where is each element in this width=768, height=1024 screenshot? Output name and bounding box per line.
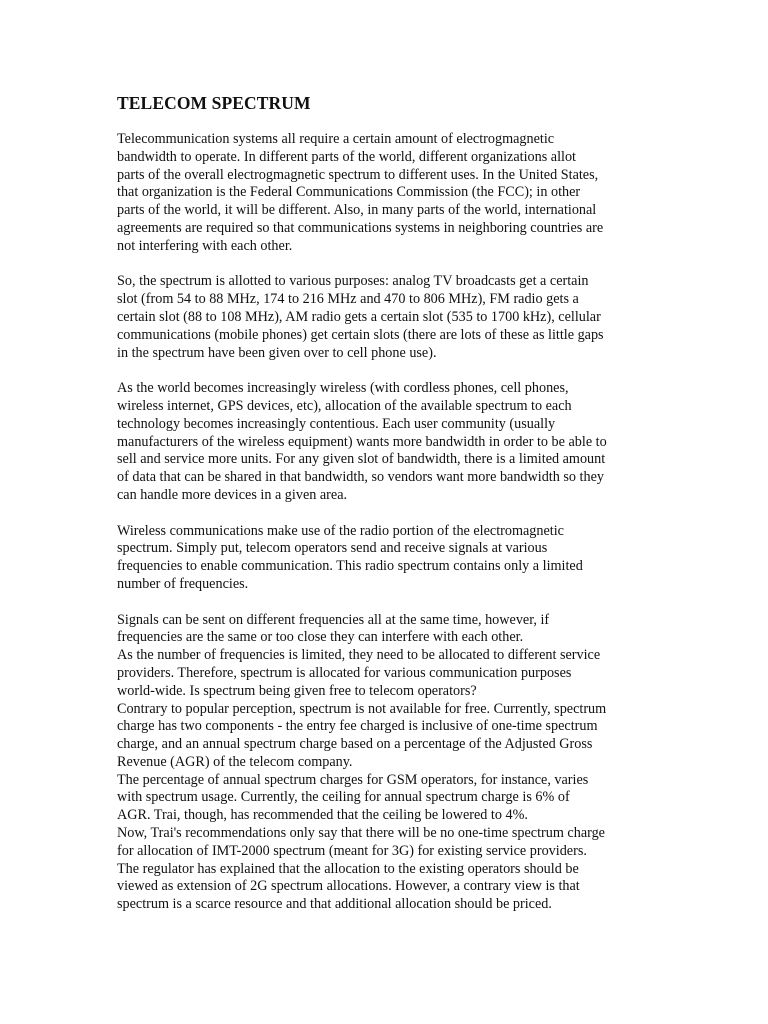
paragraph-5-line-4: providers. Therefore, spectrum is allocated for various communication purposes — [117, 664, 572, 681]
paragraph-2-line-5: in the spectrum have been given over to cell phone use). — [117, 344, 437, 361]
paragraph-2-line-2: slot (from 54 to 88 MHz, 174 to 216 MHz and 470 to 806 MHz), FM radio gets a — [117, 291, 579, 308]
paragraph-4-line-4: number of frequencies. — [117, 575, 249, 592]
document-title: TELECOM SPECTRUM — [117, 93, 311, 113]
paragraph-1-line-1: Telecommunication systems all require a certain amount of electrogmagnetic — [117, 131, 555, 147]
paragraph-1-line-4: that organization is the Federal Communications Commission (the FCC); in other — [117, 184, 581, 201]
paragraph-1 — [117, 131, 655, 256]
paragraph-4-line-1: Wireless communications make use of the radio portion of the electromagnetic — [117, 522, 564, 539]
paragraph-2 — [117, 273, 655, 362]
paragraph-4 — [117, 523, 655, 594]
document-page — [117, 92, 655, 914]
paragraph-5-line-17: spectrum is a scarce resource and that additional allocation should be priced. — [117, 896, 552, 913]
paragraph-3-line-3: technology becomes increasingly contentious. Each user community (usually — [117, 415, 556, 432]
paragraph-3-line-6: of data that can be shared in that bandwidth, so vendors want more bandwidth so they — [117, 469, 604, 486]
paragraph-5-line-12: AGR. Trai, though, has recommended that the ceiling be lowered to 4%. — [117, 807, 528, 824]
paragraph-5-line-3: As the number of frequencies is limited, they need to be allocated to different service — [117, 647, 601, 664]
paragraph-3-line-5: sell and service more units. For any given slot of bandwidth, there is a limited amount — [117, 451, 606, 468]
paragraph-2-line-3: certain slot (88 to 108 MHz), AM radio gets a certain slot (535 to 1700 kHz), cellular — [117, 308, 601, 325]
paragraph-5-line-13: Now, Trai's recommendations only say that there will be no one-time spectrum charge — [117, 825, 605, 842]
paragraph-5-line-9: Revenue (AGR) of the telecom company. — [117, 753, 353, 770]
paragraph-3-line-2: wireless internet, GPS devices, etc), allocation of the available spectrum to each — [117, 397, 572, 414]
paragraph-5-line-16: viewed as extension of 2G spectrum allocations. However, a contrary view is that — [117, 878, 580, 895]
paragraph-3 — [117, 380, 655, 505]
paragraph-5 — [117, 612, 655, 915]
paragraph-1-line-3: parts of the overall electrogmagnetic spectrum to different uses. In the United States, — [117, 166, 599, 183]
paragraph-1-line-2: bandwidth to operate. In different parts of the world, different organizations allot — [117, 148, 576, 165]
paragraph-5-line-14: for allocation of IMT-2000 spectrum (meant for 3G) for existing service providers. — [117, 842, 587, 859]
paragraph-5-line-7: charge has two components - the entry fee charged is inclusive of one-time spectrum — [117, 718, 598, 735]
paragraph-5-line-1: Signals can be sent on different frequencies all at the same time, however, if — [117, 611, 550, 628]
paragraph-5-line-8: charge, and an annual spectrum charge based on a percentage of the Adjusted Gross — [117, 736, 593, 753]
paragraph-2-line-4: communications (mobile phones) get certain slots (there are lots of these as little gaps — [117, 326, 604, 343]
paragraph-4-line-2: spectrum. Simply put, telecom operators send and receive signals at various — [117, 540, 548, 557]
paragraph-2-line-1: So, the spectrum is allotted to various purposes: analog TV broadcasts get a certain — [117, 273, 589, 290]
paragraph-5-line-10: The percentage of annual spectrum charges for GSM operators, for instance, varies — [117, 771, 589, 788]
paragraph-3-line-4: manufacturers of the wireless equipment) wants more bandwidth in order to be able to — [117, 433, 607, 450]
paragraph-5-line-5: world-wide. Is spectrum being given free to telecom operators? — [117, 682, 477, 699]
paragraph-1-line-5: parts of the world, it will be different. Also, in many parts of the world, international — [117, 202, 597, 219]
paragraph-3-line-7: can handle more devices in a given area. — [117, 486, 348, 503]
paragraph-3-line-1: As the world becomes increasingly wireless (with cordless phones, cell phones, — [117, 380, 569, 397]
paragraph-4-line-3: frequencies to enable communication. This radio spectrum contains only a limited — [117, 558, 583, 575]
paragraph-5-line-6: Contrary to popular perception, spectrum is not available for free. Currently, spectrum — [117, 700, 607, 717]
paragraph-1-line-7: not interfering with each other. — [117, 237, 293, 254]
paragraph-1-line-6: agreements are required so that communications systems in neighboring countries are — [117, 219, 604, 236]
paragraph-5-line-11: with spectrum usage. Currently, the ceiling for annual spectrum charge is 6% of — [117, 789, 570, 806]
paragraph-5-line-15: The regulator has explained that the allocation to the existing operators should be — [117, 860, 579, 877]
paragraph-5-line-2: frequencies are the same or too close they can interfere with each other. — [117, 629, 524, 646]
